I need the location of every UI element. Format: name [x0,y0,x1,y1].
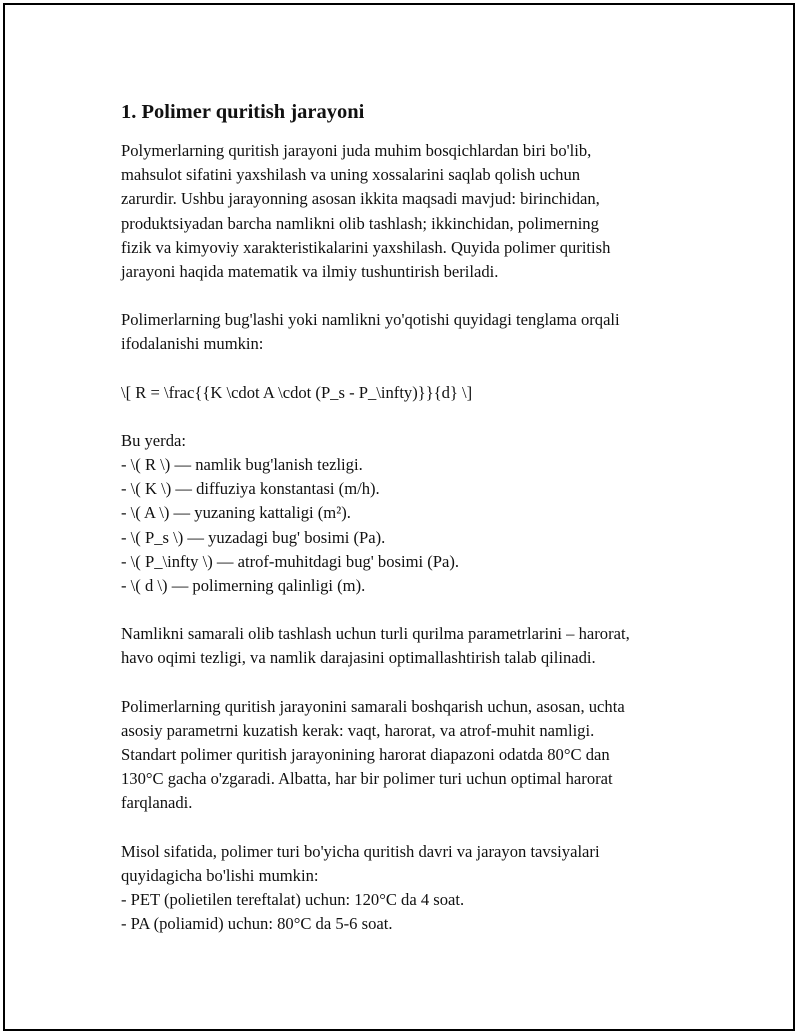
paragraph-intro [121,139,701,284]
text-line: havo oqimi tezligi, va namlik darajasini optimallashtirish talab qilinadi. [121,648,596,668]
text-line: fizik va kimyoviy xarakteristikalarini yaxshilash. Quyida polimer quritish [121,237,611,257]
list-item: - PA (poliamid) uchun: 80°C da 5-6 soat. [121,914,393,934]
list-item: - \( d \) — polimerning qalinligi (m). [121,576,366,596]
text-line: Namlikni samarali olib tashlash uchun turli qurilma parametrlarini – harorat, [121,624,630,644]
document-body [121,99,701,960]
text-line: jarayoni haqida matematik va ilmiy tushuntirish beriladi. [121,262,499,282]
paragraph-examples [121,840,701,937]
text-line: 130°C gacha o'zgaradi. Albatta, har bir polimer turi uchun optimal harorat [121,769,613,789]
list-item: - PET (polietilen tereftalat) uchun: 120°C da 4 soat. [121,890,465,910]
paragraph-variable-list [121,429,701,598]
list-item: - \( A \) — yuzaning kattaligi (m²). [121,503,351,523]
equation-line: \[ R = \frac{{K \cdot A \cdot (P_s - P_\infty)}}{d} \] [121,382,473,402]
paragraph-parameters [121,695,701,816]
paragraph-optimization [121,622,701,670]
text-line: Polimerlarning bug'lashi yoki namlikni yo'qotishi quyidagi tenglama orqali [121,310,620,330]
list-item: - \( R \) — namlik bug'lanish tezligi. [121,455,363,475]
text-line: zarurdir. Ushbu jarayonning asosan ikkita maqsadi mavjud: birinchidan, [121,189,600,209]
paragraph-equation-intro [121,308,701,356]
section-heading: 1. Polimer quritish jarayoni [121,101,365,123]
text-line: farqlanadi. [121,793,193,813]
list-item: - \( P_s \) — yuzadagi bug' bosimi (Pa). [121,527,386,547]
text-line: Polimerlarning quritish jarayonini samarali boshqarish uchun, asosan, uchta [121,696,625,716]
text-line: quyidagicha bo'lishi mumkin: [121,865,319,885]
text-line: Standart polimer quritish jarayonining harorat diapazoni odatda 80°C dan [121,745,610,765]
text-line: asosiy parametrni kuzatish kerak: vaqt, harorat, va atrof-muhit namligi. [121,720,595,740]
text-line: Misol sifatida, polimer turi bo'yicha quritish davri va jarayon tavsiyalari [121,841,600,861]
text-line: Bu yerda: [121,430,186,450]
list-item: - \( P_\infty \) — atrof-muhitdagi bug' bosimi (Pa). [121,551,460,571]
page-frame [3,3,795,1031]
text-line: mahsulot sifatini yaxshilash va uning xossalarini saqlab qolish uchun [121,165,581,185]
text-line: Polymerlarning quritish jarayoni juda muhim bosqichlardan biri bo'lib, [121,141,592,160]
text-line: ifodalanishi mumkin: [121,334,264,354]
paragraph-equation [121,381,701,405]
list-item: - \( K \) — diffuziya konstantasi (m/h). [121,479,380,499]
text-line: produktsiyadan barcha namlikni olib tashlash; ikkinchidan, polimerning [121,213,599,233]
